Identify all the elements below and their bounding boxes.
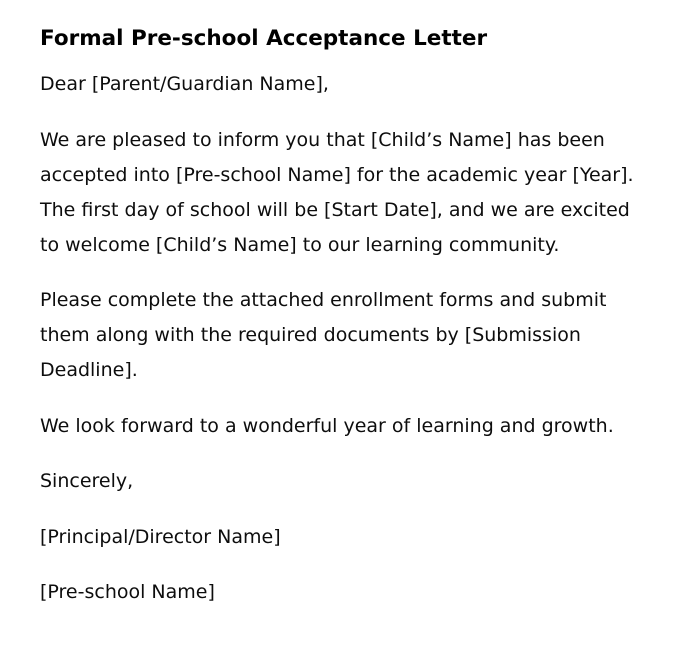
letter-signature-name: [Principal/Director Name] (40, 525, 281, 548)
letter-signoff: Sincerely, (40, 470, 134, 492)
letter-title: Formal Pre-school Acceptance Letter (40, 26, 488, 51)
letter-paragraph-acceptance: We are pleased to inform you that [Child’s Name] has been accepted into [Pre-school Name] for the academic year [Year]. The first day of school will be [Start Date], and we are excited to welcome [Child’s Name] to our learning community. (40, 128, 634, 256)
letter-greeting: Dear [Parent/Guardian Name], (40, 73, 329, 95)
letter-paragraph-enrollment: Please complete the attached enrollment forms and submit them along with the required documents by [Submission Deadline]. (40, 289, 607, 381)
letter-paragraph-closing: We look forward to a wonderful year of learning and growth. (40, 414, 614, 437)
letter-signature-org: [Pre-school Name] (40, 581, 215, 603)
